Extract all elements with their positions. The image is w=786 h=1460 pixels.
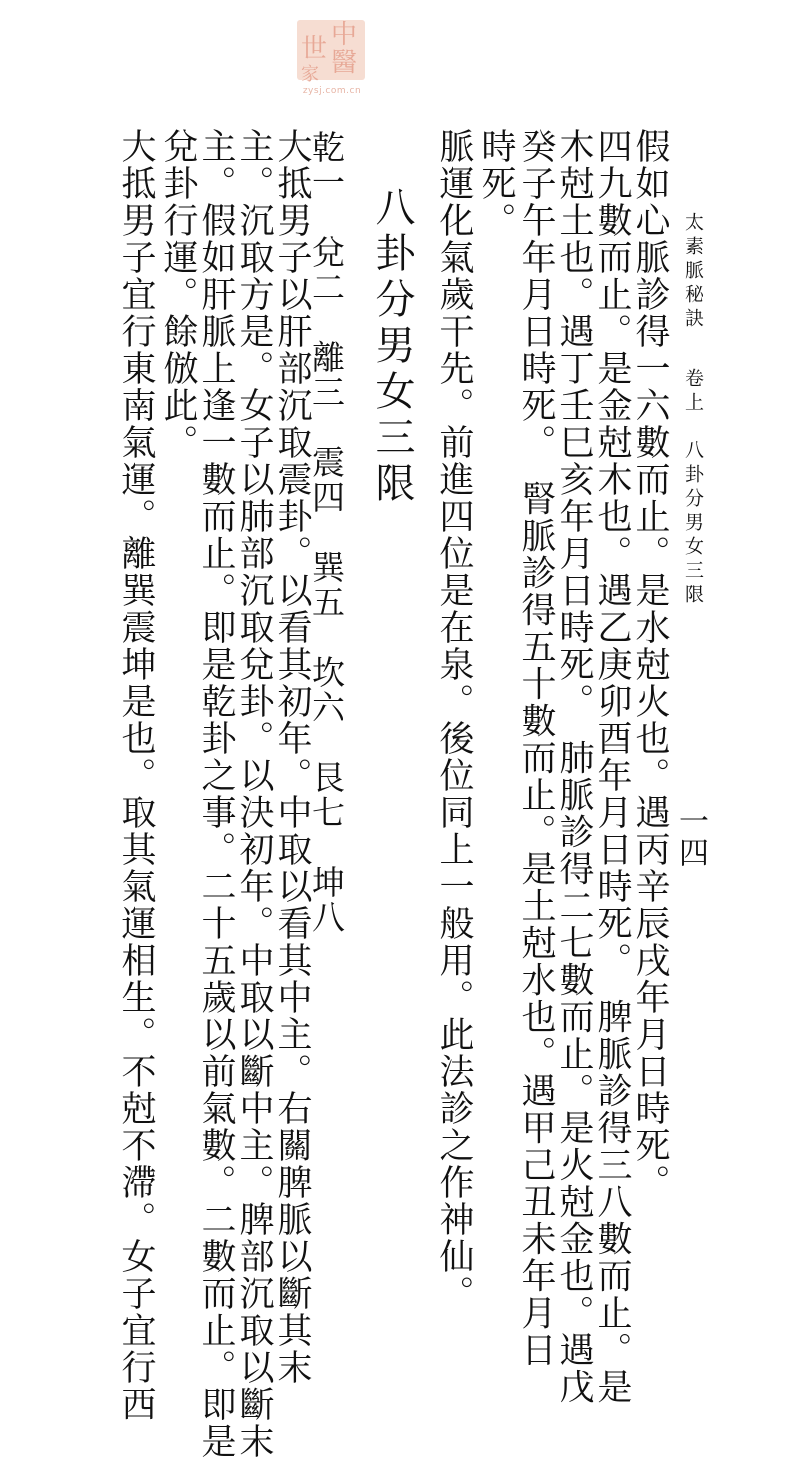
text-column: 假如心脈診得一六數而止。是水尅火也。遇丙辛辰戌年月日時死。: [630, 128, 670, 1201]
trigram-list: 乾一 兌二 離三 震四 巽五 坎六 艮七 坤八: [307, 130, 346, 935]
logo-char: 中: [331, 20, 358, 50]
logo-char: 醫: [331, 48, 358, 78]
text-column: 癸子午年月日時死。 腎脈診得五十數而止。是土尅水也。遇甲己丑未年月日: [516, 128, 556, 1369]
text-column: 大抵男子宜行東南氣運。離巽震坤是也。取其氣運相生。不尅不滯。女子宜行西: [116, 128, 156, 1423]
text-column: 木尅土也。遇丁壬巳亥年月日時死。 肺脈診得二七數而止。是火尅金也。遇戊: [554, 128, 594, 1406]
page-number: 一四: [673, 805, 708, 869]
logo-url: zysj.com.cn: [302, 86, 362, 96]
logo-char: 世: [301, 34, 328, 64]
watermark-logo: [293, 16, 371, 100]
running-header-title: 太素脈秘訣: [682, 212, 704, 332]
logo-char: 家: [301, 64, 319, 85]
verse-column: 脈運化氣歲干先。前進四位是在泉。後位同上一般用。此法診之作神仙。: [434, 128, 474, 1312]
text-column: 主。沉取方是。女子以肺部沉取兌卦。以決初年。中取以斷中主。脾部沉取以斷末: [234, 128, 274, 1460]
text-column: 大抵男子以肝部沉取震卦。以看其初年。中取以看其中主。右關脾脈以斷其末: [272, 128, 312, 1386]
section-title: 八卦分男女三限: [369, 186, 415, 508]
text-column: 時死。: [476, 128, 516, 239]
running-header-section: 卷上 八卦分男女三限: [682, 368, 704, 608]
text-column: 兌卦行運。餘倣此。: [158, 128, 198, 461]
text-column: 主。假如肝脈上逢一數而止。即是乾卦之事。二十五歲以前氣數。二數而止。即是: [196, 128, 236, 1460]
text-column: 四九數而止。是金尅木也。遇乙庚卯酉年月日時死。 脾脈診得三八數而止。是: [592, 128, 632, 1406]
